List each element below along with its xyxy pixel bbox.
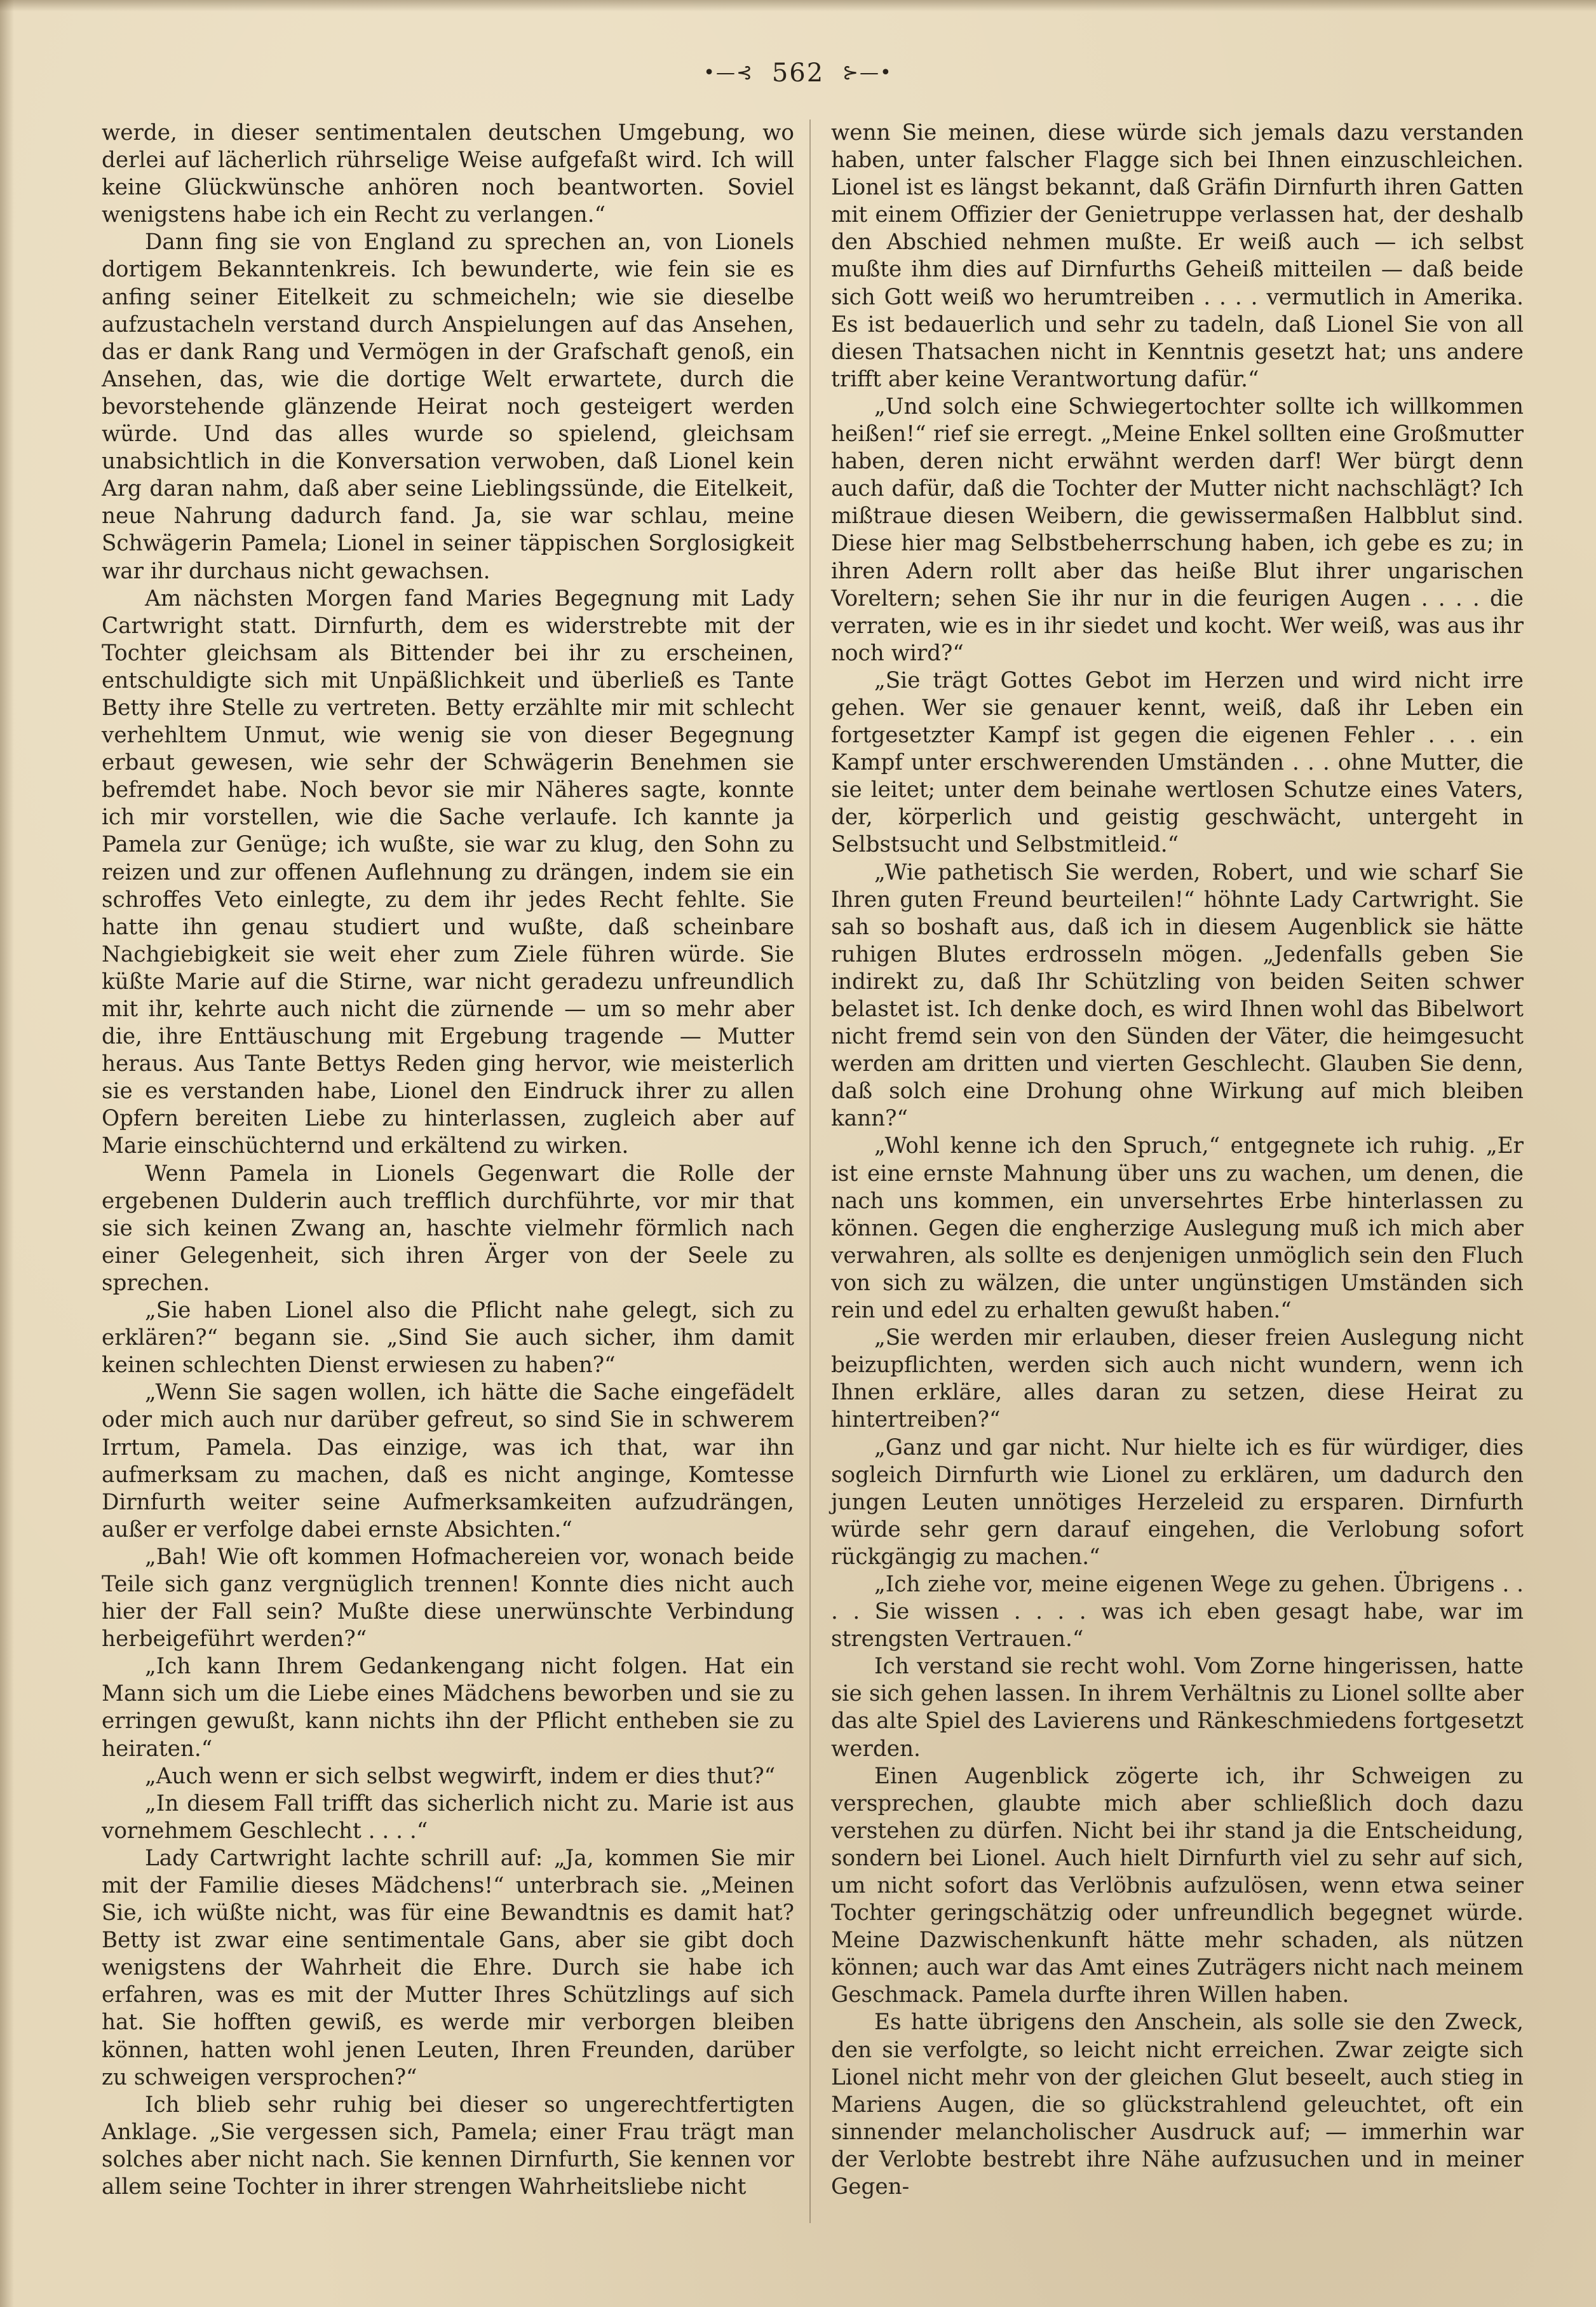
paragraph: werde, in dieser sentimentalen deutschen Umgebung, wo derlei auf lächerlich rührselige Weise aufgefaßt wird. Ich will keine Glückwünsche anhören noch beantworten. Soviel wenigstens habe ich ein Recht zu verlangen.“ <box>102 120 794 228</box>
paragraph: „Wie pathetisch Sie werden, Robert, und wie scharf Sie Ihren guten Freund beurteilen!“ höhnte Lady Cartwright. Sie sah so boshaft aus, daß ich in diesem Augenblick sie hätte ruhigen Blutes erdrosseln mögen. „Jedenfalls geben Sie indirekt zu, daß Ihr Schützling von beiden Seiten schwer belastet ist. Ich denke doch, es wird Ihnen wohl das Bibelwort nicht fremd sein von den Sünden der Väter, die heimgesucht werden am dritten und vierten Geschlecht. Glauben Sie denn, daß solch eine Drohung ohne Wirkung auf mich bleiben kann?“ <box>831 859 1524 1132</box>
paragraph: „Wenn Sie sagen wollen, ich hätte die Sache eingefädelt oder mich auch nur darüber gefreut, so sind Sie in schwerem Irrtum, Pamela. Das einzige, was ich that, war ihn aufmerksam zu machen, daß es nicht anginge, Komtesse Dirnfurth weiter seine Aufmerksamkeiten aufzudrängen, außer er verfolge dabei ernste Absichten.“ <box>102 1380 794 1542</box>
left-column <box>102 119 794 2201</box>
right-ornament-icon: ⊱—• <box>842 62 893 84</box>
column-divider <box>809 119 811 2223</box>
paragraph: „Sie werden mir erlauben, dieser freien Auslegung nicht beizupflichten, werden sich auch nicht wundern, wenn ich Ihnen erkläre, alles daran zu setzen, diese Heirat zu hintertreiben?“ <box>831 1325 1524 1433</box>
paragraph: „Auch wenn er sich selbst wegwirft, indem er dies thut?“ <box>145 1763 776 1789</box>
page-number-header <box>0 58 1596 88</box>
paragraph: „In diesem Fall trifft das sicherlich nicht zu. Marie ist aus vornehmem Geschlecht . . . .“ <box>102 1790 794 1844</box>
paragraph: „Bah! Wie oft kommen Hofmachereien vor, wonach beide Teile sich ganz vergnüglich trennen! Konnte dies nicht auch hier der Fall sein? Mußte diese unerwünschte Verbindung herbeigeführt werden?“ <box>102 1544 794 1652</box>
page-edge-shadow <box>0 0 14 2307</box>
right-column <box>831 119 1524 2201</box>
paragraph: Dann fing sie von England zu sprechen an, von Lionels dortigem Bekanntenkreis. Ich bewunderte, wie fein sie es anfing seiner Eitelkeit zu schmeicheln; wie sie dieselbe aufzustacheln verstand durch Anspielungen auf das Ansehen, das er dank Rang und Vermögen in der Grafschaft genoß, ein Ansehen, das, wie die dortige Welt erwartete, durch die bevorstehende glänzende Heirat noch gesteigert werden würde. Und das alles wurde so spielend, gleichsam unabsichtlich in die Konversation verwoben, daß Lionel kein Arg daran nahm, daß aber seine Lieblingssünde, die Eitelkeit, neue Nahrung dadurch fand. Ja, sie war schlau, meine Schwägerin Pamela; Lionel in seiner täppischen Sorglosigkeit war ihr durchaus nicht gewachsen. <box>102 229 794 584</box>
paragraph: Einen Augenblick zögerte ich, ihr Schweigen zu versprechen, glaubte mich aber schließlich doch dazu verstehen zu dürfen. Nicht bei ihr stand ja die Entscheidung, sondern bei Lionel. Auch hielt Dirnfurth viel zu sehr auf sich, um nicht sofort das Verlöbnis aufzulösen, wenn etwa seiner Tochter geringschätzig oder unfreundlich begegnet würde. Meine Dazwischenkunft hätte mehr schaden, als nützen können; auch war das Amt eines Zuträgers nicht nach meinem Geschmack. Pamela durfte ihren Willen haben. <box>831 1763 1524 2008</box>
page-number: 562 <box>771 58 825 88</box>
paragraph: „Wohl kenne ich den Spruch,“ entgegnete ich ruhig. „Er ist eine ernste Mahnung über uns zu wachen, um denen, die nach uns kommen, ein unversehrtes Erbe hinterlassen zu können. Gegen die engherzige Auslegung muß ich mich aber verwahren, als sollte es denjenigen unmöglich sein den Fluch von sich zu wälzen, die unter ungünstigen Umständen sich rein und edel zu erhalten gewußt haben.“ <box>831 1133 1524 1324</box>
paragraph: Lady Cartwright lachte schrill auf: „Ja, kommen Sie mir mit der Familie dieses Mädchens!“ unterbrach sie. „Meinen Sie, ich wüßte nicht, was für eine Bewandtnis es damit hat? Betty ist zwar eine sentimentale Gans, aber sie gibt doch wenigstens der Wahrheit die Ehre. Durch sie habe ich erfahren, was es mit der Mutter Ihres Schützlings auf sich hat. Sie hofften gewiß, es werde mir verborgen bleiben können, hatten wohl jenen Leuten, Ihren Freunden, darüber zu schweigen versprochen?“ <box>102 1845 794 2090</box>
paragraph: „Ich kann Ihrem Gedankengang nicht folgen. Hat ein Mann sich um die Liebe eines Mädchens beworben und sie zu erringen gewußt, kann nichts ihn der Pflicht entheben sie zu heiraten.“ <box>102 1654 794 1762</box>
paragraph: „Sie haben Lionel also die Pflicht nahe gelegt, sich zu erklären?“ begann sie. „Sind Sie auch sicher, ihm damit keinen schlechten Dienst erwiesen zu haben?“ <box>102 1298 794 1378</box>
paragraph: „Ich ziehe vor, meine eigenen Wege zu gehen. Übrigens . . . . Sie wissen . . . . was ich eben gesagt habe, war im strengsten Vertrauen.“ <box>831 1571 1524 1652</box>
paragraph: „Sie trägt Gottes Gebot im Herzen und wird nicht irre gehen. Wer sie genauer kennt, weiß, daß ihr Leben ein fortgesetzter Kampf ist gegen die eigenen Fehler . . . ein Kampf unter erschwerenden Umständen . . . ohne Mutter, die sie leitet; unter dem beinahe wertlosen Schutze eines Vaters, der, körperlich und geistig geschwächt, untergeht in Selbstsucht und Selbstmitleid.“ <box>831 667 1524 858</box>
page-top-shadow <box>0 0 1596 11</box>
paragraph: Ich blieb sehr ruhig bei dieser so ungerechtfertigten Anklage. „Sie vergessen sich, Pamela; einer Frau trägt man solches aber nicht nach. Sie kennen Dirnfurth, Sie kennen vor allem seine Tochter in ihrer strengen Wahrheitsliebe nicht <box>102 2092 794 2200</box>
paragraph: Wenn Pamela in Lionels Gegenwart die Rolle der ergebenen Dulderin auch trefflich durchführte, vor mir that sie sich keinen Zwang an, haschte vielmehr förmlich nach einer Gelegenheit, sich ihren Ärger von der Seele zu sprechen. <box>102 1160 794 1296</box>
left-ornament-icon: •—⊰ <box>703 62 754 84</box>
paragraph: wenn Sie meinen, diese würde sich jemals dazu verstanden haben, unter falscher Flagge sich bei Ihnen einzuschleichen. Lionel ist es längst bekannt, daß Gräfin Dirnfurth ihren Gatten mit einem Offizier der Genietruppe verlassen hat, der deshalb den Abschied nehmen mußte. Er weiß auch — ich selbst mußte ihm dies auf Dirnfurths Geheiß mitteilen — daß beide sich Gott weiß wo herumtreiben . . . . vermutlich in Amerika. Es ist bedauerlich und sehr zu tadeln, daß Lionel Sie von all diesen Thatsachen nicht in Kenntnis gesetzt hat; uns andere trifft aber keine Verantwortung dafür.“ <box>831 120 1524 392</box>
paragraph: Es hatte übrigens den Anschein, als solle sie den Zweck, den sie verfolgte, so leicht nicht erreichen. Zwar zeigte sich Lionel nicht mehr von der gleichen Glut beseelt, auch stieg in Mariens Augen, die so glückstrahlend geleuchtet, oft ein sinnender melancholischer Ausdruck auf; — immerhin war der Verlobte bestrebt ihre Nähe aufzusuchen und in meiner Gegen- <box>831 2010 1524 2200</box>
paragraph: „Und solch eine Schwiegertochter sollte ich willkommen heißen!“ rief sie erregt. „Meine Enkel sollten eine Großmutter haben, deren nicht erwähnt werden darf! Wer bürgt denn auch dafür, daß die Tochter der Mutter nicht nachschlägt? Ich mißtraue diesen Weibern, die gewissermaßen Halbblut sind. Diese hier mag Selbstbeherrschung haben, ich gebe es zu; in ihren Adern rollt aber das heiße Blut ihrer ungarischen Voreltern; sehen Sie ihr nur in die feurigen Augen . . . . die verraten, wie es in ihr siedet und kocht. Wer weiß, was aus ihr noch wird?“ <box>831 393 1524 666</box>
paragraph: Am nächsten Morgen fand Maries Begegnung mit Lady Cartwright statt. Dirnfurth, dem es widerstrebte mit der Tochter gleichsam als Bittender bei ihr zu erscheinen, entschuldigte sich mit Unpäßlichkeit und überließ es Tante Betty ihre Stelle zu vertreten. Betty erzählte mir mit schlecht verhehltem Unmut, wie wenig sie von dieser Begegnung erbaut gewesen, wie sehr der Schwägerin Benehmen sie befremdet habe. Noch bevor sie mir Näheres sagte, konnte ich mir vorstellen, wie die Sache verlaufe. Ich kannte ja Pamela zur Genüge; ich wußte, sie war zu klug, den Sohn zu reizen und zur offenen Auflehnung zu drängen, indem sie ein schroffes Veto einlegte, zu dem ihr jedes Recht fehlte. Sie hatte ihn genau studiert und wußte, daß scheinbare Nachgiebigkeit sie weit eher zum Ziele führen würde. Sie küßte Marie auf die Stirne, war nicht geradezu unfreundlich mit ihr, kehrte auch nicht die zürnende — um so mehr aber die, ihre Enttäuschung mit Ergebung tragende — Mutter heraus. Aus Tante Bettys Reden ging hervor, wie meisterlich sie es verstanden habe, Lionel den Eindruck ihrer zu allen Opfern bereiten Liebe zu hinterlassen, zugleich aber auf Marie einschüchternd und erkältend zu wirken. <box>102 585 794 1159</box>
paragraph: „Ganz und gar nicht. Nur hielte ich es für würdiger, dies sogleich Dirnfurth wie Lionel zu erklären, um dadurch den jungen Leuten unnötiges Herzeleid zu ersparen. Dirnfurth würde sehr gern darauf eingehen, die Verlobung sofort rückgängig zu machen.“ <box>831 1434 1524 1570</box>
paragraph: Ich verstand sie recht wohl. Vom Zorne hingerissen, hatte sie sich gehen lassen. In ihrem Verhältnis zu Lionel sollte aber das alte Spiel des Lavierens und Ränkeschmiedens fortgesetzt werden. <box>831 1654 1524 1762</box>
